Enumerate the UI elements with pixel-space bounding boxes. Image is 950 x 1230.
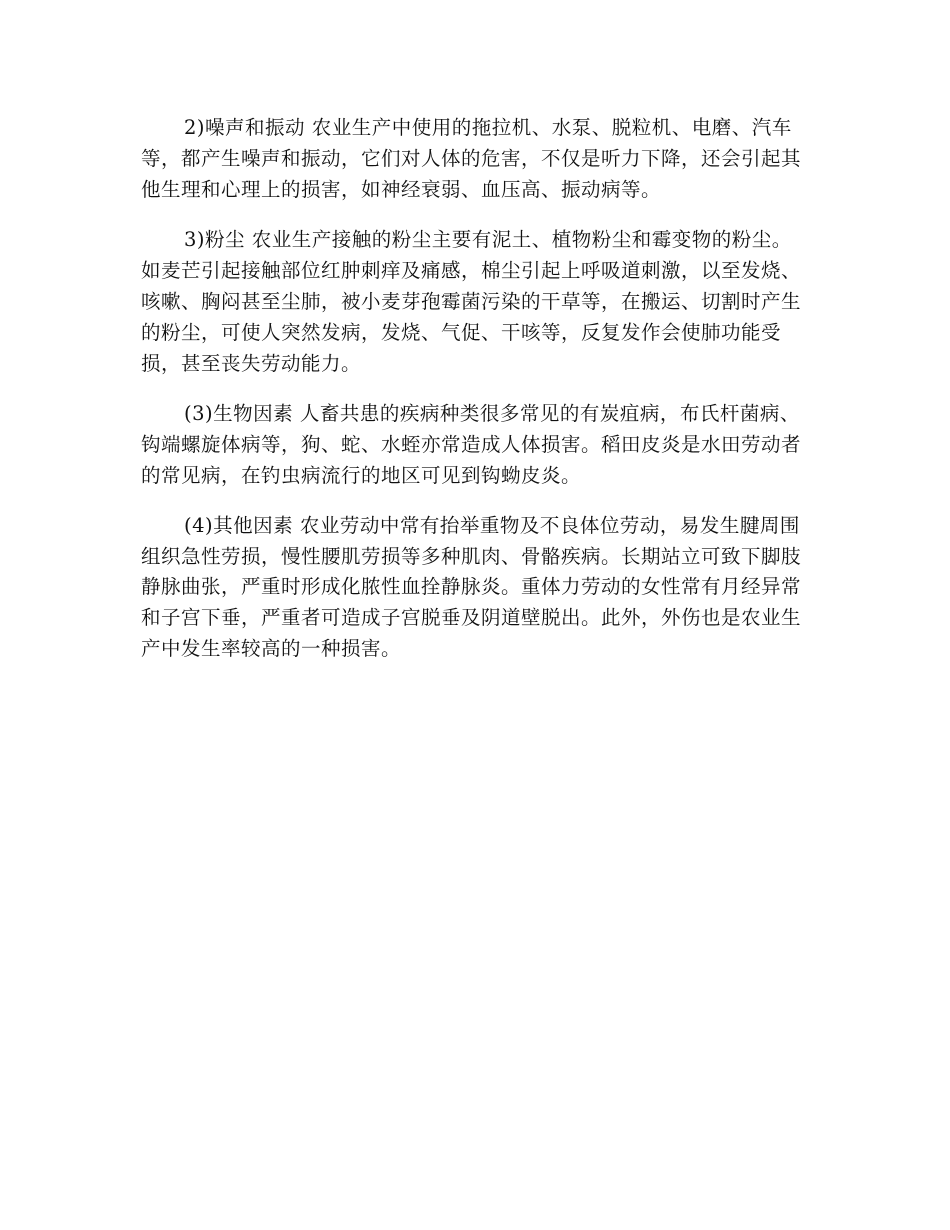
paragraph-biological-factors: (3)生物因素 人畜共患的疾病种类很多常见的有炭疽病，布氏杆菌病、钩端螺旋体病等，狗、蛇、水蛭亦常造成人体损害。稻田皮炎是水田劳动者的常见病，在钓虫病流行的地区可见到钩蚴皮炎。 <box>141 402 802 487</box>
paragraph-other-factors: (4)其他因素 农业劳动中常有抬举重物及不良体位劳动，易发生腱周围组织急性劳损，慢性腰肌劳损等多种肌肉、骨骼疾病。长期站立可致下脚肢静脉曲张，严重时形成化脓性血拴静脉炎。重体力劳动的女性常有月经异常和子宫下垂，严重者可造成子宫脱垂及阴道壁脱出。此外，外伤也是农业生产中发生率较高的一种损害。 <box>141 513 802 660</box>
document-body <box>141 113 811 684</box>
paragraph-noise-vibration: 2)噪声和振动 农业生产中使用的拖拉机、水泵、脱粒机、电磨、汽车等，都产生噪声和振动，它们对人体的危害，不仅是听力下降，还会引起其他生理和心理上的损害，如神经衰弱、血压高、振动病等。 <box>141 116 802 201</box>
paragraph-dust: 3)粉尘 农业生产接触的粉尘主要有泥土、植物粉尘和霉变物的粉尘。如麦芒引起接触部位红肿刺痒及痛感，棉尘引起上呼吸道刺激，以至发烧、咳嗽、胸闷甚至尘肺，被小麦芽孢霉菌污染的干草等，在搬运、切割时产生的粉尘，可使人突然发病，发烧、气促、干咳等，反复发作会使肺功能受损，甚至丧失劳动能力。 <box>141 228 802 375</box>
